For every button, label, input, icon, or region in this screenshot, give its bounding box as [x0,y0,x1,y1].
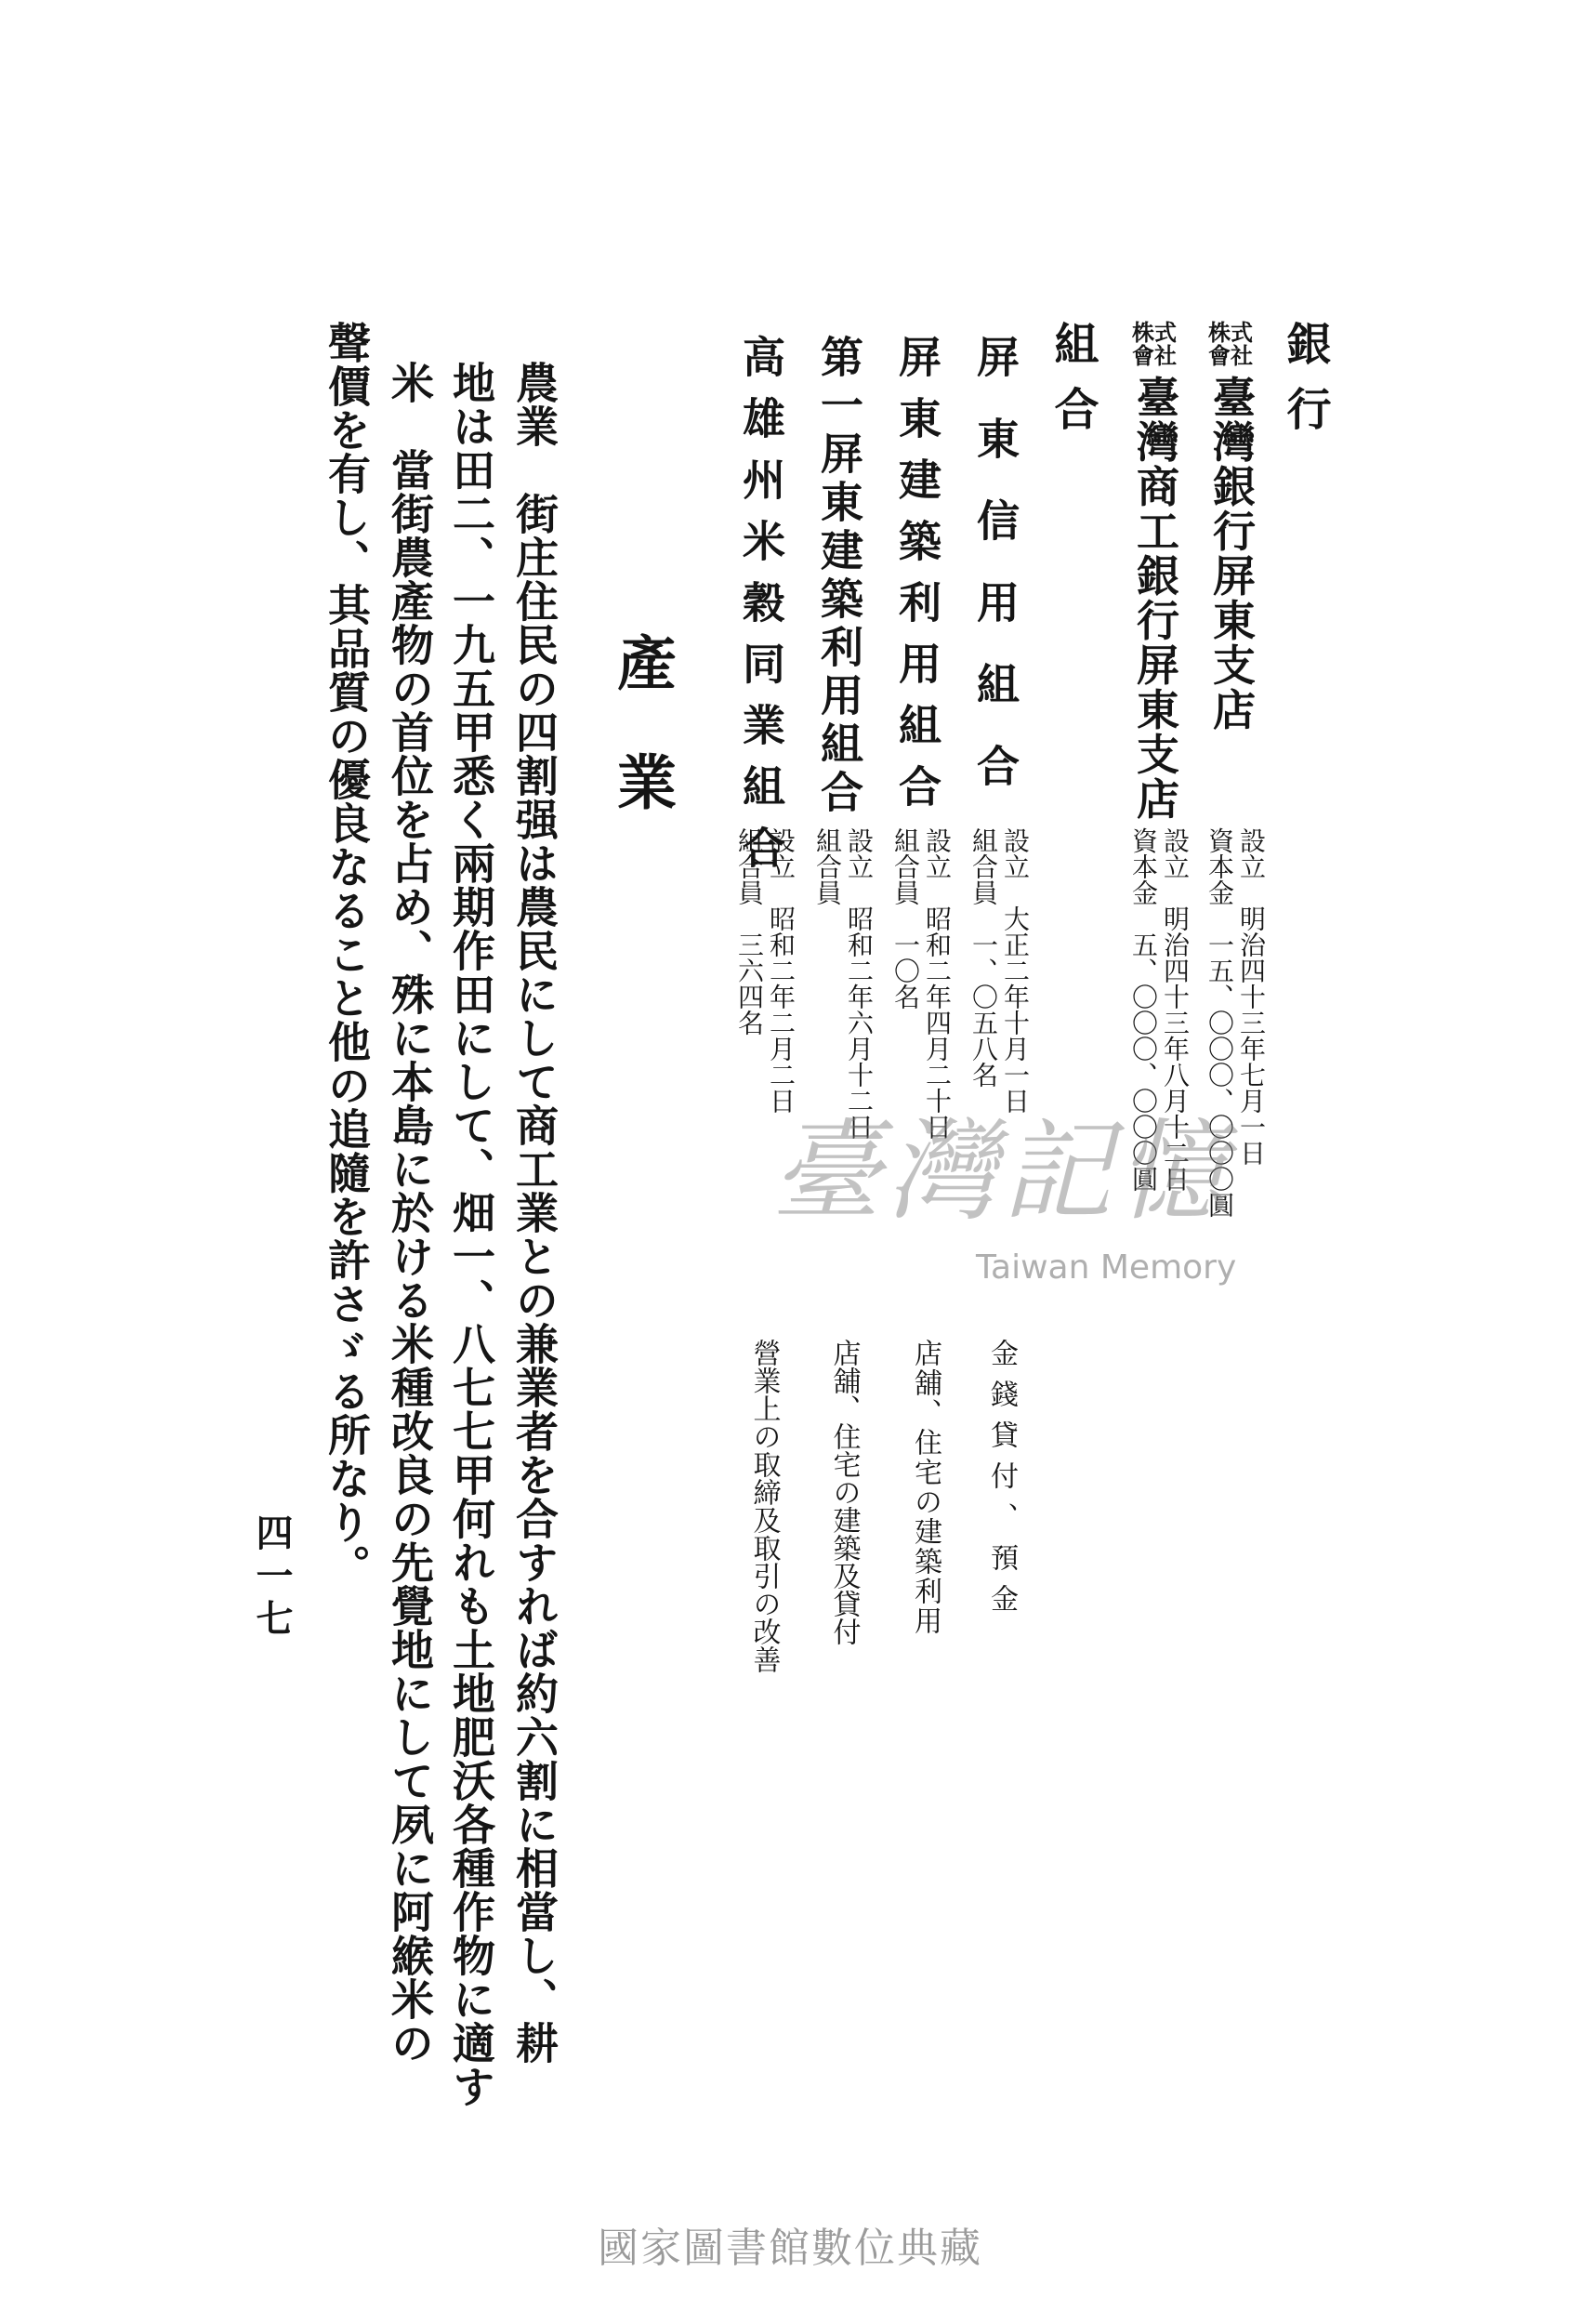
cooperative-name-3: 第一屏東建築利用組合 [814,335,864,818]
cooperative-1-members: 組合員 一、〇五八名 [968,827,999,1088]
company-type-label: 株式 會社 [1208,319,1253,370]
cooperative-4-members: 組合員 三六四名 [734,827,765,1036]
page-number: 四一七 [250,1513,294,1642]
cooperative-4-established: 設立 昭和二年二月二日 [766,827,797,1114]
cooperative-name-4: 高雄州米穀同業組合 [736,335,786,887]
cooperative-name-1: 屏東信用組合 [970,335,1020,825]
industry-heading: 產 業 [607,632,677,811]
bank-heading: 銀行 [1279,321,1331,451]
bank-2-capital: 資本金 五、〇〇〇、〇〇〇圓 [1128,827,1159,1192]
industry-paragraph-2: 地は田二、一九五甲悉く兩期作田にして、畑一、八七七甲何れも土地肥沃各種作物に適す [446,361,496,2108]
watermark-english: Taiwan Memory [976,1248,1237,1287]
industry-paragraph-1: 農業 街庄住民の四割强は農民にして商工業との兼業者を合すれば約六割に相當し、耕 [509,361,560,2065]
cooperative-name-2: 屏東建築利用組合 [892,335,942,825]
cooperative-1-established: 設立 大正二年十月一日 [1000,827,1031,1114]
watermark-chinese: 臺灣記憶 [771,1107,1233,1235]
bank-1-capital: 資本金 一五、〇〇〇、〇〇〇圓 [1205,827,1235,1218]
company-type-label: 株式 會社 [1132,319,1177,370]
cooperative-4-business: 營業上の取締及取引の改善 [747,1339,781,1673]
industry-paragraph-4: 聲價を有し、其品質の優良なること他の追隨を許さゞる所なり。 [322,321,372,1588]
cooperative-2-established: 設立 昭和二年四月二十日 [922,827,953,1140]
bank-2-established: 設立 明治四十三年八月十二日 [1160,827,1191,1192]
cooperative-3-established: 設立 昭和二年六月十二日 [844,827,875,1140]
cooperative-1-business: 金錢貸付、預金 [985,1339,1018,1625]
cooperatives-heading: 組合 [1047,321,1099,451]
cooperative-2-members: 組合員 一〇名 [890,827,921,1010]
bank-name: 臺灣銀行屏東支店 [1206,375,1257,733]
footer-archive-credit: 國家圖書館數位典藏 [598,2225,982,2272]
cooperative-2-business: 店舖、住宅の建築利用 [909,1339,941,1636]
industry-paragraph-3: 米 當街農產物の首位を占め、殊に本島に於ける米種改良の先覺地にして夙に阿緱米の [385,361,435,2065]
cooperative-3-business: 店舖、住宅の建築及貸付 [827,1339,861,1645]
bank-entry-2 [1130,319,1180,822]
bank-entry-1 [1206,319,1257,733]
cooperative-3-members: 組合員 [812,827,843,905]
bank-name: 臺灣商工銀行屏東支店 [1130,375,1180,822]
bank-1-established: 設立 明治四十三年七月一日 [1236,827,1267,1166]
